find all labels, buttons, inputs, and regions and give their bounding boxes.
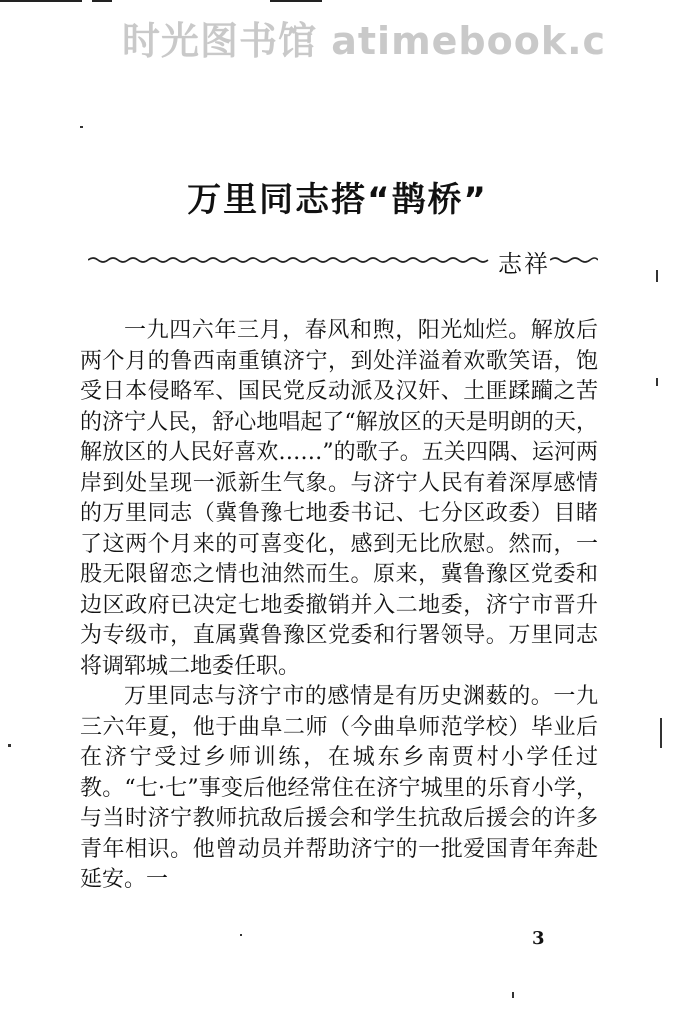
scan-speck (512, 992, 514, 998)
article-title: 万里同志搭“鹊桥” (187, 180, 488, 220)
top-rule-middle (92, 0, 112, 2)
scan-speck (80, 126, 83, 128)
scan-speck (8, 744, 11, 747)
scan-speck (656, 378, 658, 386)
top-rule-right (270, 0, 322, 2)
paragraph-1: 一九四六年三月，春风和煦，阳光灿烂。解放后两个月的鲁西南重镇济宁，到处洋溢着欢歌笑语，饱受日本侵略军、国民党反动派及汉奸、土匪蹂躏之苦的济宁人民，舒心地唱起了“解放区的天是明朗的天，解放区的人民好喜欢……”的歌子。五关四隅、运河两岸到处呈现一派新生气象。与济宁人民有着深厚感情的万里同志（冀鲁豫七地委书记、七分区政委）目睹了这两个月来的可喜变化，感到无比欣慰。然而，一股无限留恋之情也油然而生。原来，冀鲁豫区党委和边区政府已决定七地委撤销并入二地委，济宁市晋升为专级市，直属冀鲁豫区党委和行署领导。万里同志将调郓城二地委任职。 (80, 318, 598, 679)
author-name: 志祥 (498, 250, 550, 278)
paragraph-2: 万里同志与济宁市的感情是有历史渊薮的。一九三六年夏，他于曲阜二师（今曲阜师范学校）毕业后在济宁受过乡师训练，在城东乡南贾村小学任过教。“七·七”事变后他经常住在济宁城里的乐育小学，与当时济宁教师抗敌后援会和学生抗敌后援会的许多青年相识。他曾动员并帮助济宁的一批爱国青年奔赴延安。一 (80, 684, 598, 892)
scan-speck (660, 718, 662, 748)
wave-divider-left (88, 256, 492, 264)
article-body (80, 316, 598, 896)
scan-speck (240, 934, 242, 936)
watermark: 时光图书馆 atimebook.c (122, 19, 607, 63)
scan-speck (656, 270, 658, 282)
page-number: 3 (532, 928, 545, 949)
wave-divider-right (550, 256, 598, 264)
top-rule-left (0, 0, 82, 2)
byline (88, 244, 598, 278)
